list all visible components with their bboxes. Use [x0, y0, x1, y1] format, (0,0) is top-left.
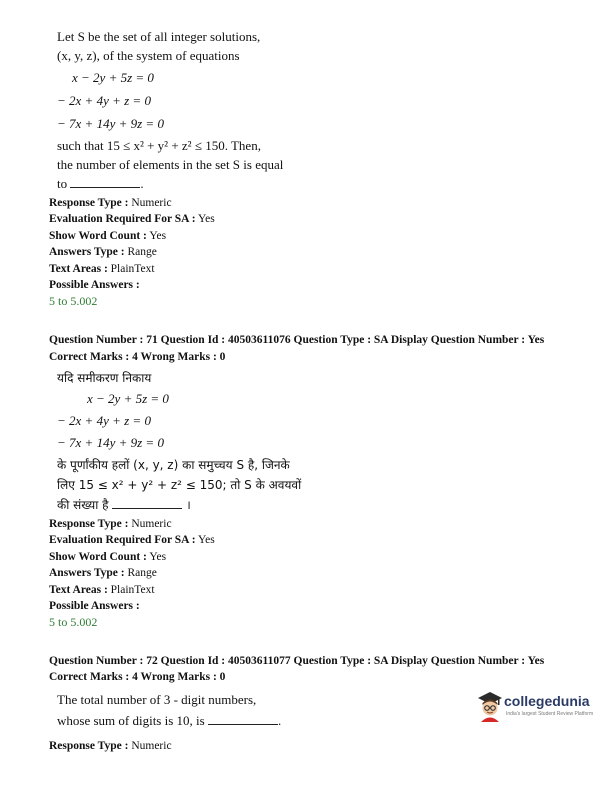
- equation: x − 2y + 5z = 0: [72, 70, 154, 85]
- answers-type: Answers Type : Range: [49, 567, 157, 579]
- answer-blank: [112, 497, 182, 509]
- graduate-avatar-icon: [476, 690, 504, 722]
- possible-answers-label: Possible Answers :: [49, 279, 140, 291]
- possible-answers: 5 to 5.002: [49, 294, 98, 308]
- equation: − 2x + 4y + z = 0: [57, 413, 151, 428]
- evaluation-required: Evaluation Required For SA : Yes: [49, 213, 215, 225]
- text-areas: Text Areas : PlainText: [49, 263, 155, 275]
- equation: − 7x + 14y + 9z = 0: [57, 116, 164, 131]
- response-type: Response Type : Numeric: [49, 518, 172, 530]
- question-text: the number of elements in the set S is equal: [57, 157, 284, 172]
- collegedunia-logo: [476, 690, 602, 724]
- equation: x − 2y + 5z = 0: [87, 391, 169, 406]
- logo-wordmark: collegedunia: [504, 693, 590, 709]
- possible-answers: 5 to 5.002: [49, 615, 98, 629]
- logo-tagline: India's largest Student Review Platform: [506, 711, 594, 717]
- question-text: to .: [57, 176, 144, 191]
- question-text: to: [57, 176, 68, 191]
- evaluation-required: Evaluation Required For SA : Yes: [49, 534, 215, 546]
- question-text: की संख्या है ।: [57, 498, 191, 512]
- marks-header: Correct Marks : 4 Wrong Marks : 0: [49, 671, 226, 683]
- question-text: (x, y, z), of the system of equations: [57, 48, 240, 63]
- question-text: The total number of 3 - digit numbers,: [57, 692, 257, 707]
- question-text: such that 15 ≤ x² + y² + z² ≤ 150. Then,: [57, 138, 261, 153]
- show-word-count: Show Word Count : Yes: [49, 551, 167, 563]
- show-word-count: Show Word Count : Yes: [49, 230, 167, 242]
- equation: − 7x + 14y + 9z = 0: [57, 435, 164, 450]
- marks-header: Correct Marks : 4 Wrong Marks : 0: [49, 351, 226, 363]
- response-type: Response Type : Numeric: [49, 740, 172, 752]
- question-text: whose sum of digits is 10, is .: [57, 713, 282, 728]
- answer-blank: [70, 176, 140, 188]
- question-text: यदि समीकरण निकाय: [57, 371, 152, 385]
- question-text: के पूर्णांकीय हलों (x, y, z) का समुच्चय S है, जिनके: [57, 458, 290, 472]
- answers-type: Answers Type : Range: [49, 246, 157, 258]
- equation: − 2x + 4y + z = 0: [57, 93, 151, 108]
- possible-answers-label: Possible Answers :: [49, 600, 140, 612]
- question-text: Let S be the set of all integer solutions,: [57, 29, 261, 44]
- response-type: Response Type : Numeric: [49, 197, 172, 209]
- question-header: Question Number : 71 Question Id : 40503611076 Question Type : SA Display Question Number : Yes: [49, 334, 545, 346]
- text-areas: Text Areas : PlainText: [49, 584, 155, 596]
- answer-blank: [208, 713, 278, 725]
- question-header: Question Number : 72 Question Id : 40503611077 Question Type : SA Display Question Number : Yes: [49, 655, 545, 667]
- question-text: लिए 15 ≤ x² + y² + z² ≤ 150; तो S के अवयवों: [57, 478, 302, 492]
